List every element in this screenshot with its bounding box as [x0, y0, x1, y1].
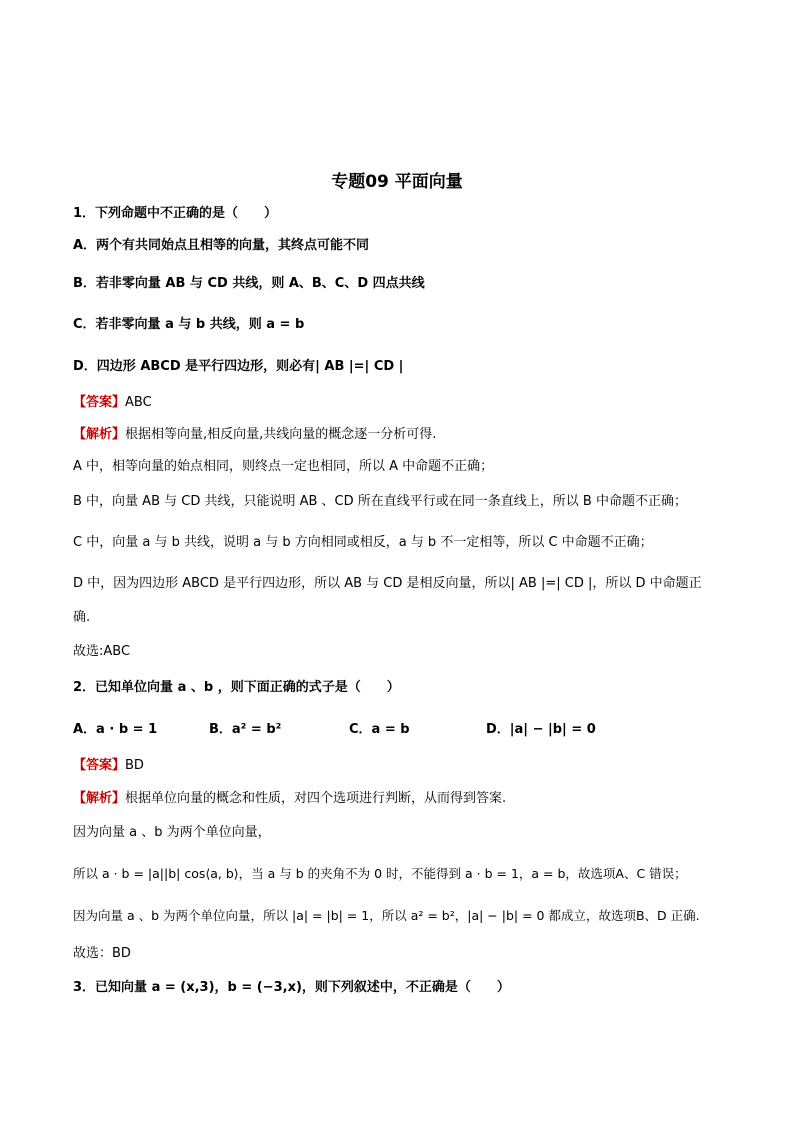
analysis-line: 故选:ABC	[73, 644, 131, 659]
q1-analysis	[73, 425, 436, 445]
analysis-line: 因为向量 a 、b 为两个单位向量，	[73, 825, 271, 840]
q3-stem: 3．已知向量 a = (x,3)，b = (−3,x)，则下列叙述中，不正确是（ ）	[73, 980, 510, 995]
q1-option-c: C．若非零向量 a 与 b 共线，则 a = b	[73, 317, 305, 332]
q1-option-b: B．若非零向量 AB 与 CD 共线，则 A、B、C、D 四点共线	[73, 276, 425, 291]
answer-value: BD	[125, 758, 144, 773]
q1-option-a: A．两个有共同始点且相等的向量，其终点可能不同	[73, 238, 370, 253]
analysis-line: 根据单位向量的概念和性质，对四个选项进行判断，从而得到答案.	[125, 791, 507, 806]
analysis-line: 故选：BD	[73, 946, 131, 961]
q2-option-d: D．|a| − |b| = 0	[486, 722, 596, 737]
analysis-line: 根据相等向量,相反向量,共线向量的概念逐一分析可得.	[125, 427, 437, 442]
q1-option-d: D．四边形 ABCD 是平行四边形，则必有| AB |=| CD |	[73, 359, 404, 374]
page-title: 专题09 平面向量	[331, 172, 463, 192]
answer-tag: 【答案】	[73, 395, 126, 410]
analysis-line: A 中，相等向量的始点相同，则终点一定也相同，所以 A 中命题不正确；	[73, 459, 494, 474]
analysis-tag: 【解析】	[73, 427, 126, 442]
q2-option-b: B．a² = b²	[209, 722, 282, 737]
analysis-line: 确.	[73, 610, 91, 625]
analysis-tag: 【解析】	[73, 791, 126, 806]
q2-answer	[73, 756, 144, 776]
q2-option-c: C．a = b	[349, 722, 410, 737]
analysis-line: 因为向量 a 、b 为两个单位向量，所以 |a| = |b| = 1，所以 a² = b²，|a| − |b| = 0 都成立，故选项B、D 正确.	[73, 908, 700, 923]
q2-option-a: A．a · b = 1	[73, 722, 158, 737]
q1-stem: 1．下列命题中不正确的是（ ）	[73, 206, 278, 221]
analysis-line: D 中，因为四边形 ABCD 是平行四边形，所以 AB 与 CD 是相反向量，所以| AB |=| CD |，所以 D 中命题正	[73, 576, 702, 591]
analysis-line: B 中，向量 AB 与 CD 共线，只能说明 AB 、CD 所在直线平行或在同一条直线上，所以 B 中命题不正确；	[73, 494, 687, 509]
q2-stem: 2．已知单位向量 a 、b ，则下面正确的式子是（ ）	[73, 680, 400, 695]
q2-analysis	[73, 789, 506, 809]
answer-value: ABC	[125, 395, 152, 410]
analysis-line: C 中，向量 a 与 b 共线，说明 a 与 b 方向相同或相反，a 与 b 不一定相等，所以 C 中命题不正确；	[73, 535, 653, 550]
answer-tag: 【答案】	[73, 758, 126, 773]
analysis-line: 所以 a · b = |a||b| cos⟨a, b⟩，当 a 与 b 的夹角不为 0 时，不能得到 a · b = 1，a = b，故选项A、C 错误；	[73, 866, 687, 881]
q1-answer	[73, 393, 152, 413]
